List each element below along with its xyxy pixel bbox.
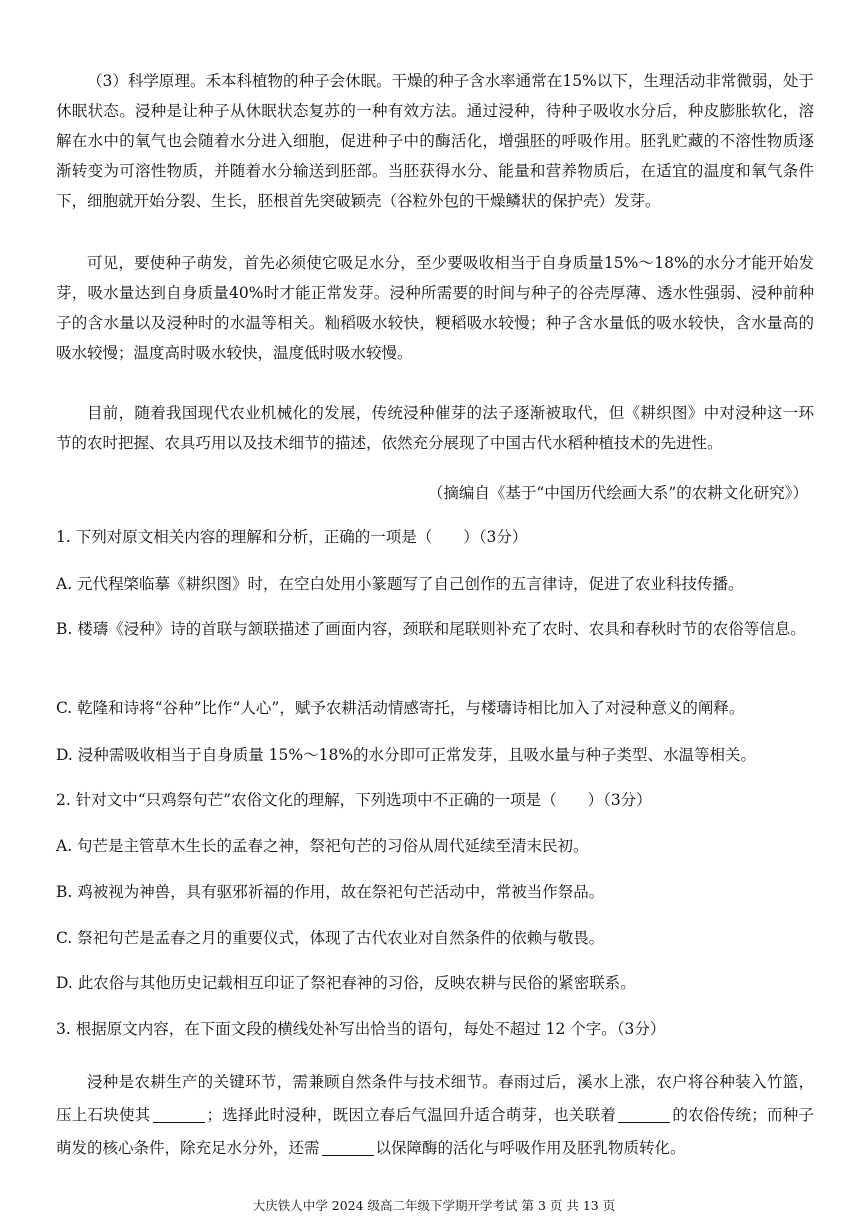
question-1-option-a: A. 元代程棨临摹《耕织图》时，在空白处用小篆题写了自己创作的五言律诗，促进了农业科技传播。	[56, 575, 744, 593]
fill-blank-3[interactable]	[322, 1137, 374, 1156]
question-2-option-a: A. 句芒是主管草木生长的孟春之神，祭祀句芒的习俗从周代延续至清末民初。	[56, 837, 589, 855]
question-2-option-b: B. 鸡被视为神兽，具有驱邪祈福的作用，故在祭祀句芒活动中，常被当作祭品。	[56, 883, 605, 901]
fill-text-3: 的农俗传统；而种子萌发的核心条件，除充足水分外，还需	[56, 1106, 814, 1157]
fill-text-1: 浸种是农耕生产的关键环节，需兼顾自然条件与技术细节。春雨过后，溪水上涨，农户将谷种装入竹篮，压上石块使其	[56, 1073, 814, 1124]
question-1-option-b: B. 楼璹《浸种》诗的首联与颔联描述了画面内容，颈联和尾联则补充了农时、农具和春秋时节的农俗等信息。	[56, 620, 806, 638]
passage-paragraph-germination: 可见，要使种子萌发，首先必须使它吸足水分，至少要吸收相当于自身质量15%～18%的水分才能开始发芽，吸水量达到自身质量40%时才能正常发芽。浸种所需要的时间与种子的谷壳厚薄、透水性强弱、浸种前种子的含水量以及浸种时的水温等相关。籼稻吸水较快，粳稻吸水较慢；种子含水量低的吸水较快，含水量高的吸水较慢；温度高时吸水较快，温度低时吸水较慢。	[56, 254, 814, 362]
question-2-option-c: C. 祭祀句芒是孟春之月的重要仪式，体现了古代农业对自然条件的依赖与敬畏。	[56, 929, 605, 947]
question-1-option-d: D. 浸种需吸收相当于自身质量 15%～18%的水分即可正常发芽，且吸水量与种子类型、水温等相关。	[56, 746, 757, 764]
passage-paragraph-modern: 目前，随着我国现代农业机械化的发展，传统浸种催芽的法子逐渐被取代，但《耕织图》中对浸种这一环节的农时把握、农具巧用以及技术细节的描述，依然充分展现了中国古代水稻种植技术的先进性。	[56, 404, 814, 452]
question-3-stem: 3. 根据原文内容，在下面文段的横线处补写出恰当的语句，每处不超过 12 个字。（3分）	[56, 1020, 666, 1038]
question-1-option-c: C. 乾隆和诗将“谷种”比作“人心”，赋予农耕活动情感寄托，与楼璹诗相比加入了对浸种意义的阐释。	[56, 699, 745, 717]
question-1-stem: 1. 下列对原文相关内容的理解和分析，正确的一项是（ ）（3分）	[56, 528, 528, 546]
fill-text-4: 以保障酶的活化与呼吸作用及胚乳物质转化。	[375, 1139, 686, 1157]
passage-source: （摘编自《基于“中国历代绘画大系”的农耕文化研究》）	[427, 484, 808, 502]
fill-blank-1[interactable]	[153, 1104, 205, 1123]
fill-blank-2[interactable]	[618, 1104, 670, 1123]
page-footer: 大庆铁人中学 2024 级高二年级下学期开学考试 第 3 页 共 13 页	[252, 1198, 616, 1213]
question-3-fill-paragraph	[56, 1066, 814, 1165]
passage-paragraph-science-principle: （3）科学原理。禾本科植物的种子会休眠。干燥的种子含水率通常在15%以下，生理活动非常微弱，处于休眠状态。浸种是让种子从休眠状态复苏的一种有效方法。通过浸种，待种子吸收水分后，种皮膨胀软化，溶解在水中的氧气也会随着水分进入细胞，促进种子中的酶活化，增强胚的呼吸作用。胚乳贮藏的不溶性物质逐渐转变为可溶性物质，并随着水分输送到胚部。当胚获得水分、能量和营养物质后，在适宜的温度和氧气条件下，细胞就开始分裂、生长，胚根首先突破颖壳（谷粒外包的干燥鳞状的保护壳）发芽。	[56, 72, 814, 210]
fill-text-2: ；选择此时浸种，既因立春后气温回升适合萌芽，也关联着	[206, 1106, 617, 1124]
question-2-stem: 2. 针对文中“只鸡祭句芒”农俗文化的理解，下列选项中不正确的一项是（ ）（3分）	[56, 791, 652, 809]
question-2-option-d: D. 此农俗与其他历史记载相互印证了祭祀春神的习俗，反映农耕与民俗的紧密联系。	[56, 974, 636, 992]
